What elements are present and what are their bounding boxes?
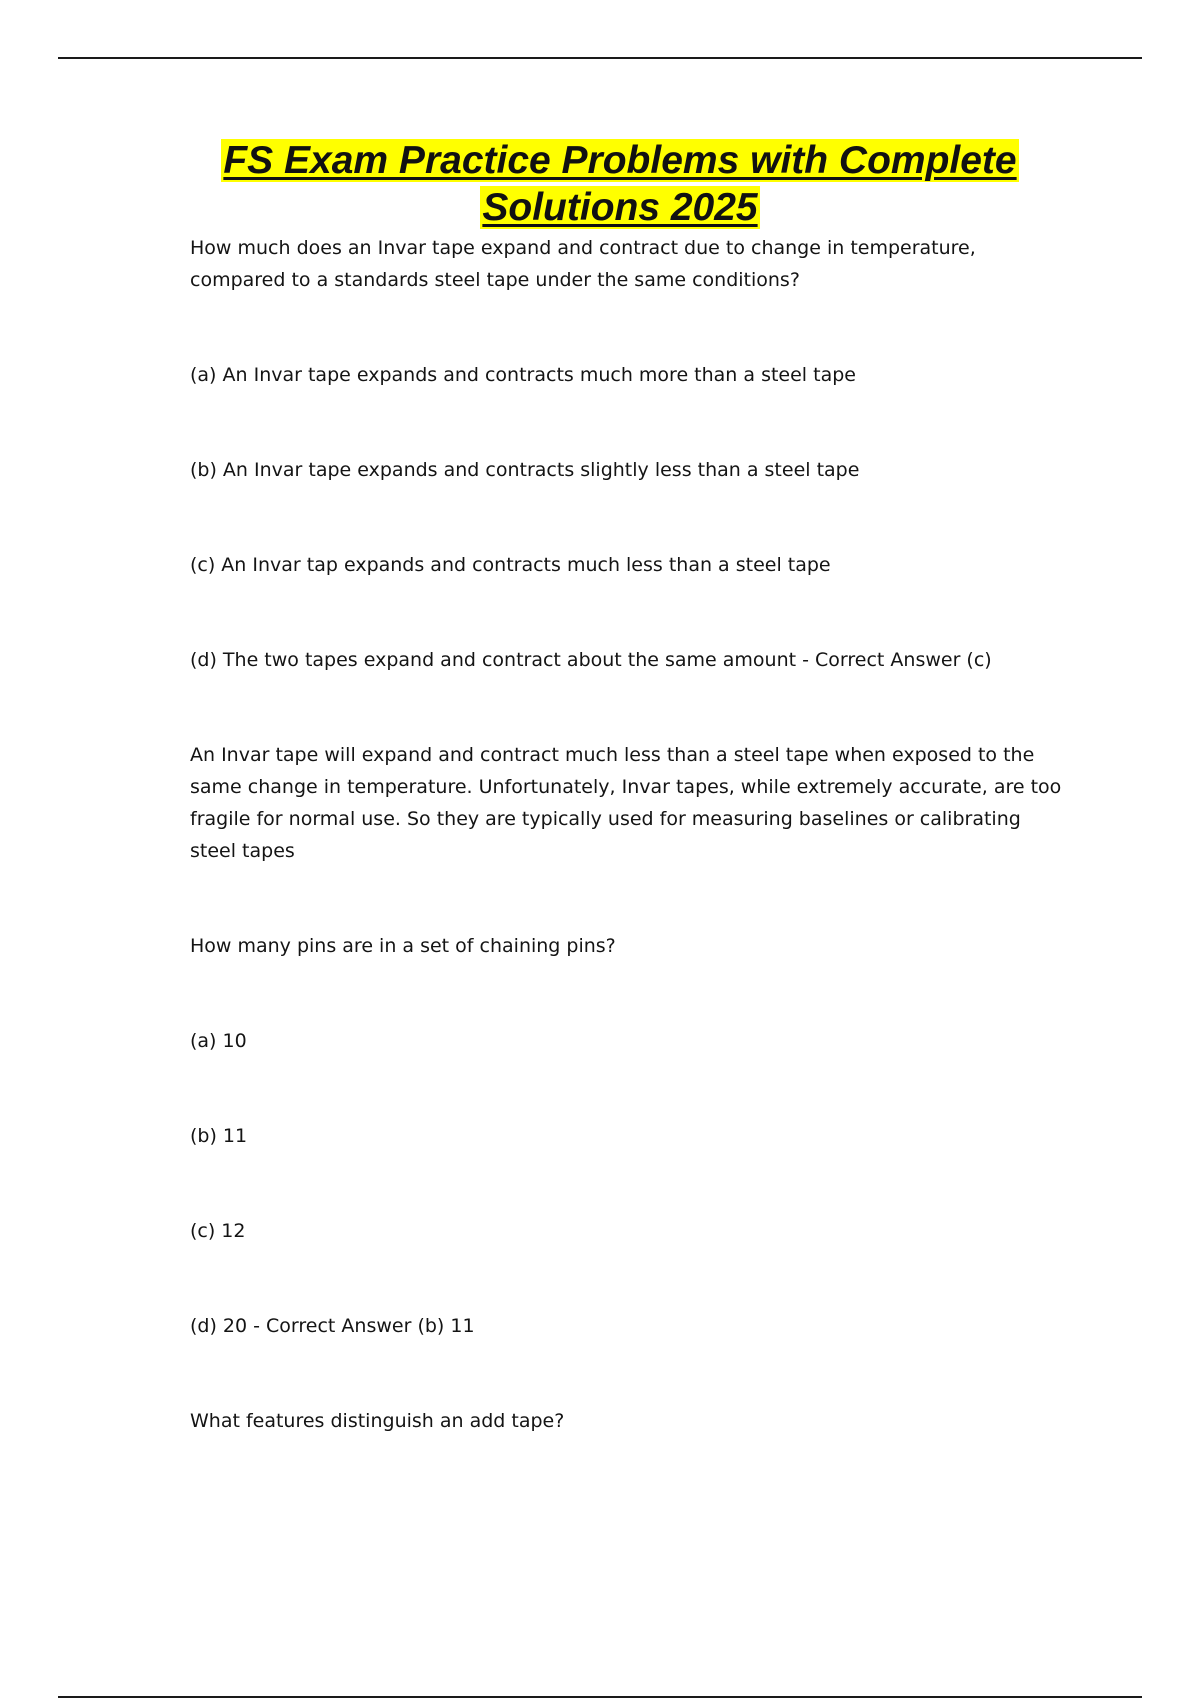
question-3-text: What features distinguish an add tape? — [190, 1410, 565, 1432]
document-title — [160, 137, 1080, 231]
question-2-option-b: (b) 11 — [190, 1125, 248, 1147]
question-1-option-c: (c) An Invar tap expands and contracts much less than a steel tape — [190, 554, 831, 576]
question-1-explanation: An Invar tape will expand and contract much less than a steel tape when exposed to the same change in temperature. Unfortunately, Invar tapes, while extremely accurate, are too fragile for normal use. So they are typically used for measuring baselines or calibrating steel tapes — [190, 744, 1062, 862]
question-1-option-d-answer: (d) The two tapes expand and contract about the same amount - Correct Answer (c) — [190, 649, 992, 671]
question-2-option-a: (a) 10 — [190, 1030, 247, 1052]
question-1-option-b: (b) An Invar tape expands and contracts slightly less than a steel tape — [190, 459, 860, 481]
question-2-option-d-answer: (d) 20 - Correct Answer (b) 11 — [190, 1315, 475, 1337]
bottom-rule — [58, 1696, 1142, 1698]
question-2-text: How many pins are in a set of chaining pins? — [190, 935, 616, 957]
top-rule — [58, 57, 1142, 59]
question-2-option-c: (c) 12 — [190, 1220, 246, 1242]
title-line-2: Solutions 2025 — [482, 186, 758, 229]
question-1-option-a: (a) An Invar tape expands and contracts much more than a steel tape — [190, 364, 856, 386]
question-1-text: How much does an Invar tape expand and contract due to change in temperature, compared to a standards steel tape under the same conditions? — [190, 237, 976, 291]
title-line-1: FS Exam Practice Problems with Complete — [223, 139, 1017, 182]
